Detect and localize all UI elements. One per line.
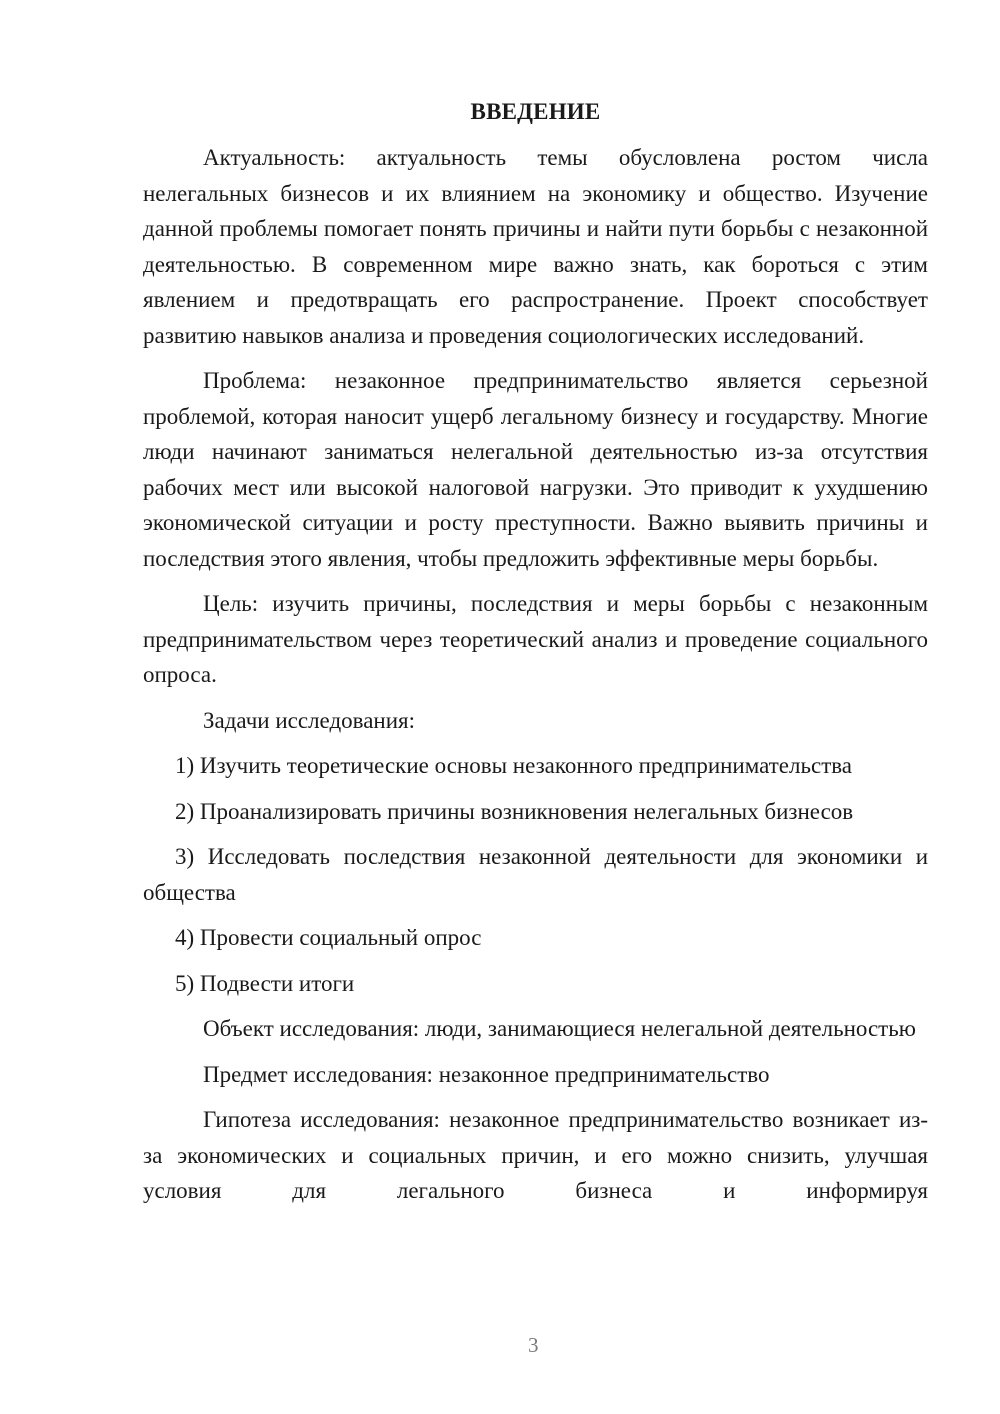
task-item-4: 4) Провести социальный опрос [175, 925, 482, 950]
goal-paragraph: Цель: изучить причины, последствия и меры борьбы с незаконным предпринимательством через теоретический анализ и проведение социального опроса. [143, 591, 928, 687]
task-item-2: 2) Проанализировать причины возникновения нелегальных бизнесов [175, 798, 854, 824]
hypothesis-paragraph: Гипотеза исследования: незаконное предпринимательство возникает из-за экономических и социальных причин, и его можно снизить, улучшая условия для легального бизнеса и информируя [143, 1107, 928, 1203]
problem-paragraph: Проблема: незаконное предпринимательство является серьезной проблемой, которая наносит ущерб легальному бизнесу и государству. Многие люди начинают заниматься нелегальной деятельностью из-за отсутствия рабочих мест или высокой налоговой нагрузки. Это приводит к ухудшению экономической ситуации и росту преступности. Важно выявить причины и последствия этого явления, чтобы предложить эффективные меры борьбы. [143, 368, 928, 571]
object-paragraph: Объект исследования: люди, занимающиеся нелегальной деятельностью [203, 1016, 916, 1041]
subject-paragraph: Предмет исследования: незаконное предпринимательство [203, 1061, 770, 1087]
page-title: ВВЕДЕНИЕ [470, 99, 601, 124]
page-content [143, 94, 928, 1219]
task-item-5: 5) Подвести итоги [175, 970, 355, 996]
relevance-paragraph: Актуальность: актуальность темы обусловлена ростом числа нелегальных бизнесов и их влиянием на экономику и общество. Изучение данной проблемы помогает понять причины и найти пути борьбы с незаконной деятельностью. В современном мире важно знать, как бороться с этим явлением и предотвращать его распространение. Проект способствует развитию навыков анализа и проведения социологических исследований. [143, 145, 928, 348]
task-item-1: 1) Изучить теоретические основы незаконного предпринимательства [175, 753, 853, 778]
tasks-title: Задачи исследования: [203, 707, 416, 733]
task-item-3: 3) Исследовать последствия незаконной деятельности для экономики и общества [143, 844, 928, 905]
page-number: 3 [528, 1333, 539, 1357]
